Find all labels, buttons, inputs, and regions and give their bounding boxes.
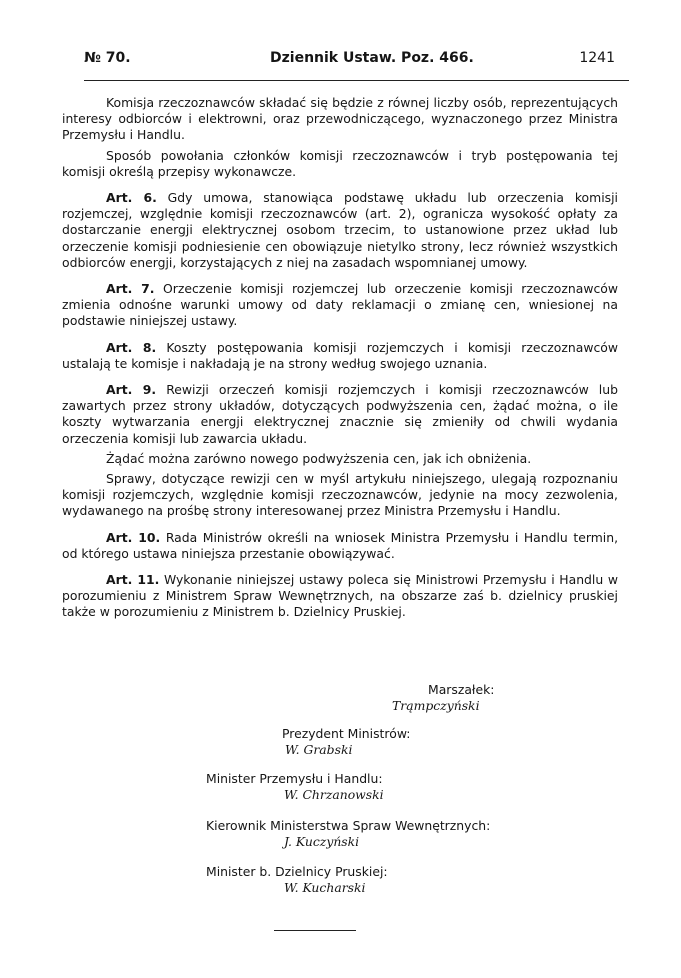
- article-text: Koszty postępowania komisji rozjemczych i komisji rzeczoznawców ustalają te komisje i nakładają je na strony według swojego uznania.: [62, 339, 618, 371]
- signature-minister-dzielnicy: [206, 864, 388, 896]
- article-text: Rewizji orzeczeń komisji rozjemczych i komisji rzeczoznawców lub zawartych przez strony układów, dotyczących podwyższenia cen, żądać można, o ile koszty wytwarzania energji elektrycznej znacznie się zmieniły od chwili wydania orzeczenia komisji lub zawarcia układu.: [62, 382, 618, 446]
- article-label: Art. 11.: [106, 572, 160, 588]
- signatory-title: Marszałek:: [428, 682, 495, 697]
- page-number: 1241: [579, 50, 615, 66]
- paragraph-zadac: Żądać można zarówno nowego podwyższenia cen, jak ich obniżenia.: [106, 450, 532, 466]
- signature-minister-przemyslu: [206, 771, 384, 803]
- document-body: [62, 95, 618, 631]
- article-8: [62, 340, 618, 372]
- signatory-title: Kierownik Ministerstwa Spraw Wewnętrznych:: [206, 818, 491, 833]
- article-text: Rada Ministrów określi na wniosek Ministra Przemysłu i Handlu termin, od którego ustawa niniejsza przestanie obowiązywać.: [62, 529, 619, 561]
- signatory-name: W. Kucharski: [284, 880, 366, 895]
- signature-kierownik: [206, 818, 490, 850]
- signatory-title: Minister b. Dzielnicy Pruskiej:: [206, 864, 388, 879]
- article-10: [62, 530, 618, 562]
- paragraph-sprawy: Sprawy, dotyczące rewizji cen w myśl artykułu niniejszego, ulegają rozpoznaniu komisji rozjemczych, względnie komisji rzeczoznawców, jedynie na mocy zezwolenia, wydawanego na prośbę strony interesowanej przez Ministra Przemysłu i Handlu.: [62, 471, 618, 519]
- signatory-name: W. Chrzanowski: [284, 787, 384, 802]
- article-label: Art. 10.: [106, 529, 161, 545]
- signatory-title: Prezydent Ministrów:: [282, 726, 411, 741]
- article-label: Art. 7.: [106, 281, 155, 297]
- signature-prezydent: [282, 726, 410, 758]
- article-9: [62, 382, 618, 447]
- signatory-name: W. Grabski: [285, 742, 353, 757]
- page-header: [84, 50, 629, 72]
- closing-divider: [274, 930, 356, 931]
- signatory-title: Minister Przemysłu i Handlu:: [206, 771, 383, 786]
- signatory-name: Trąmpczyński: [392, 698, 480, 713]
- article-text: Wykonanie niniejszej ustawy poleca się Ministrowi Przemysłu i Handlu w porozumieniu z Ministrem Spraw Wewnętrznych, na obszarze zaś b. dzielnicy pruskiej także w porozumieniu z Ministrem b. Dzielnicy Pruskiej.: [62, 572, 618, 620]
- article-7: [62, 281, 618, 330]
- paragraph-komisja: Komisja rzeczoznawców składać się będzie z równej liczby osób, reprezentujących interesy odbiorców i elektrowni, oraz przewodniczącego, wyznaczonego przez Ministra Przemysłu i Handlu.: [62, 95, 618, 143]
- paragraph-sposob: Sposób powołania członków komisji rzeczoznawców i tryb postępowania tej komisji określą przepisy wykonawcze.: [62, 147, 618, 179]
- issue-number: № 70.: [84, 50, 131, 66]
- article-text: Orzeczenie komisji rozjemczej lub orzeczenie komisji rzeczoznawców zmienia odnośne warunki umowy od daty reklamacji o zmianę cen, wniesionej na podstawie niniejszej ustawy.: [62, 281, 618, 329]
- signature-marszalek: [392, 682, 495, 714]
- signatory-name: J. Kuczyński: [284, 834, 360, 849]
- article-11: [62, 572, 618, 621]
- header-divider: [84, 80, 629, 81]
- article-text: Gdy umowa, stanowiąca podstawę układu lub orzeczenia komisji rozjemczej, względnie komisji rzeczoznawców (art. 2), ogranicza wysokość opłaty za dostarczanie energji elektrycznej osobom trzecim, to ustanowione przez układ lub orzeczenie komisji podniesienie cen obowiązuje nietylko strony, lecz również wszystkich odbiorców energji, korzystających z niej na zasadach wspomnianej umowy.: [62, 190, 618, 270]
- journal-title: Dziennik Ustaw. Poz. 466.: [270, 50, 474, 66]
- article-label: Art. 9.: [106, 382, 157, 398]
- article-6: [62, 190, 618, 271]
- article-label: Art. 8.: [106, 339, 157, 355]
- article-label: Art. 6.: [106, 190, 157, 206]
